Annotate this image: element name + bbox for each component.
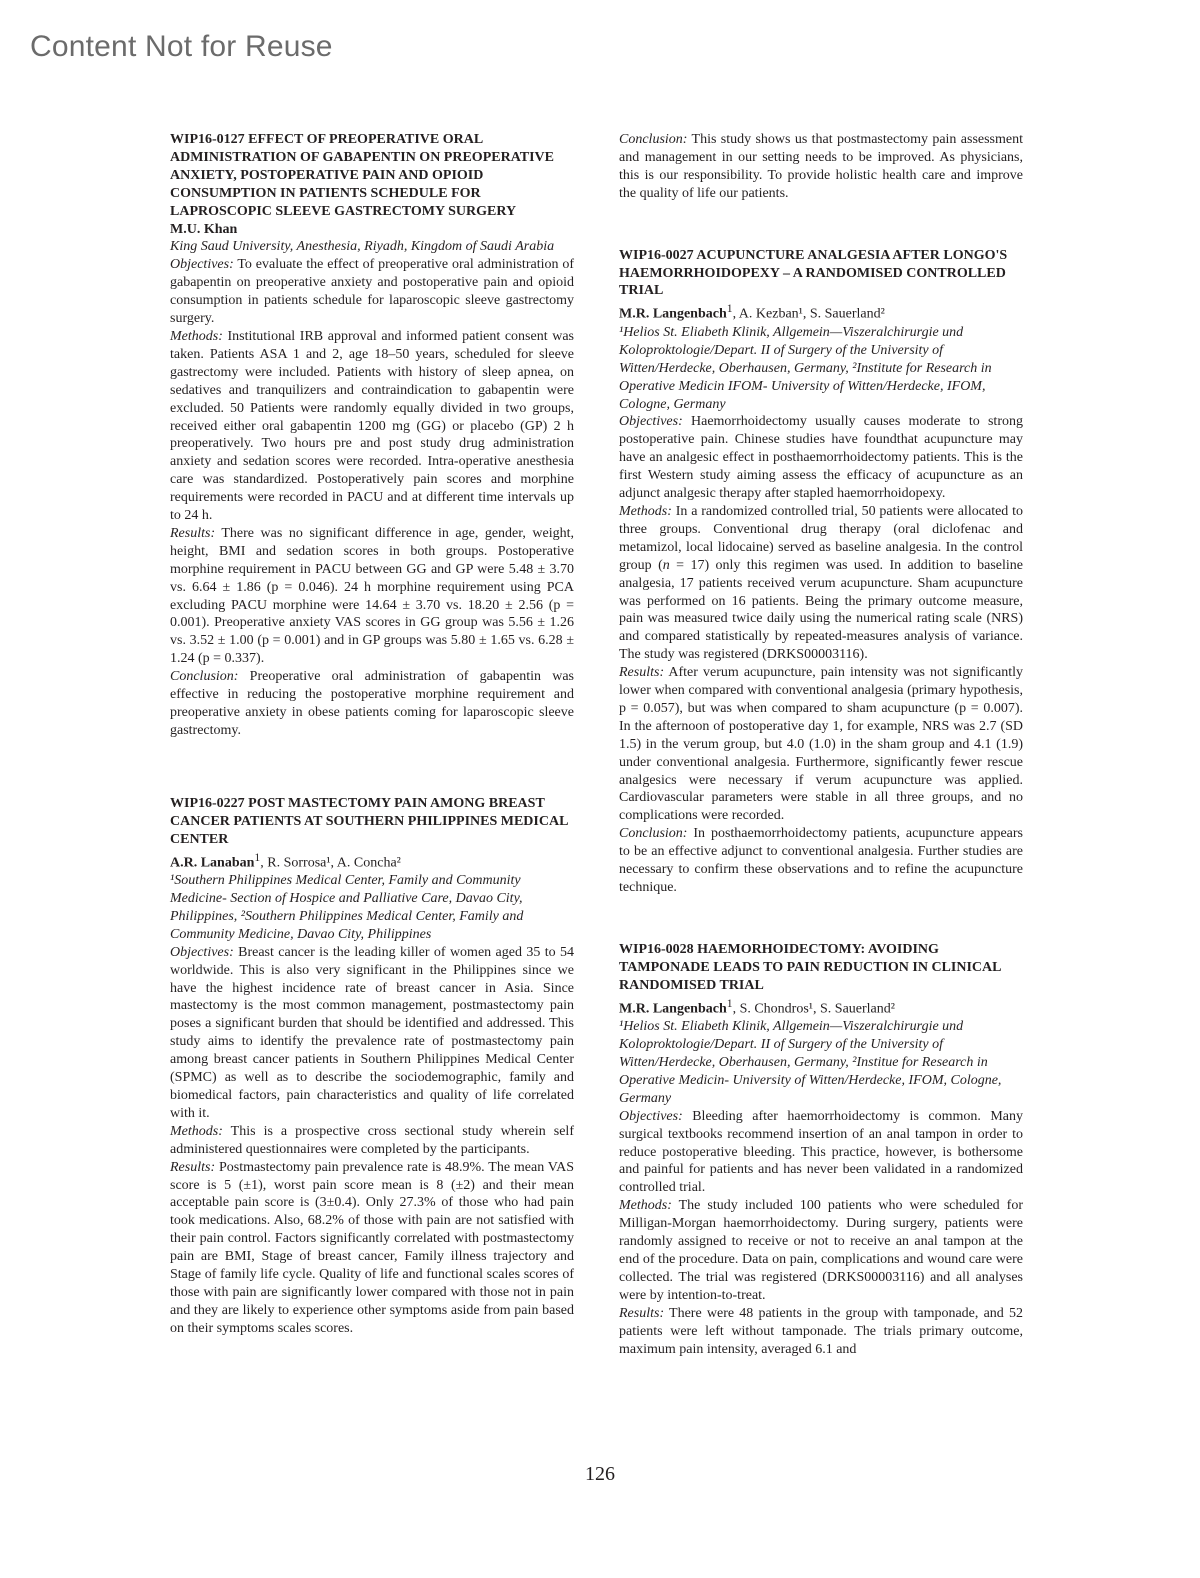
section-label: Objectives: [170,944,234,960]
abstract-wip16-0027 [619,247,1023,897]
section-label: Methods: [170,328,223,344]
section-text: After verum acupuncture, pain intensity was not significantly lower when compared with conventional analgesia (primary hypothesis, p = 0.057), but was when compared to sham acupuncture (p = 0.007). In the afternoon of postoperative day 1, for example, NRS was 2.7 (SD 1.5) in the verum group, but 4.0 (1.0) in the sham group and 4.1 (1.9) under conventional analgesia. Furthermore, significantly fewer rescue analgesics were necessary if verum acupuncture was applied. Cardiovascular parameters were stable in all three groups, and no complications were recorded. [619,665,1023,824]
abstract-title: WIP16-0227 POST MASTECTOMY PAIN AMONG BREAST CANCER PATIENTS AT SOUTHERN PHILIPPINES MEDICAL CENTER [170,795,568,847]
abstract-affiliation: ¹Southern Philippines Medical Center, Family and Community Medicine- Section of Hospice and Palliative Care, Davao City, Philippines, ²Southern Philippines Medical Center, Family and Community Medicine, Davao City, Philippines [170,873,524,942]
conclusion-paragraph [170,668,574,740]
author-lead-sup: 1 [726,996,733,1010]
objectives-paragraph [170,944,574,1123]
abstract-authors [170,221,574,239]
left-column [170,131,574,1338]
section-label: Conclusion: [170,669,239,685]
author-lead: M.U. Khan [170,221,238,237]
author-lead-sup: 1 [254,850,261,864]
objectives-paragraph [619,1108,1023,1198]
section-text: Bleeding after haemorrhoidectomy is common. Many surgical textbooks recommend insertion of an anal tampon in order to reduce postoperative bleeding. This practice, however, is bothersome and painful for patients and has never been validated in a randomized controlled trial. [619,1108,1023,1196]
section-text: This study shows us that postmastectomy pain assessment and management in our setting needs to be improved. As physicians, this is our responsibility. To provide holistic health care and improve the quality of life our patients. [619,132,1023,201]
section-text: There was no significant difference in age, gender, weight, height, BMI and sedation scores in both groups. Postoperative morphine requirement in PACU between GG and GP were 5.48 ± 3.70 vs. 6.64 ± 1.86 (p = 0.046). 24 h morphine requirement using PCA excluding PACU morphine were 14.64 ± 3.70 vs. 18.20 ± 2.56 (p = 0.001). Preoperative anxiety VAS scores in GG group was 5.56 ± 1.26 vs. 3.52 ± 1.00 (p = 0.001) and in GP groups was 5.80 ± 1.65 vs. 6.28 ± 1.24 (p = 0.337). [170,525,574,667]
section-label: Objectives: [619,1108,683,1124]
section-label: Results: [170,1159,216,1175]
section-label: Objectives: [619,414,683,430]
section-label: Results: [619,665,665,681]
section-label: Methods: [170,1123,223,1139]
section-text-after: = 17) only this regimen was used. In addition to baseline analgesia, 17 patients received verum acupuncture. Sham acupuncture was performed on 16 patients. Being the primary outcome measure, pain was measured twice daily using the numerical rating scale (NRS) and compared statistically by repeated-measures analysis of variance. The study was registered (DRKS00003116). [619,557,1023,663]
section-label: Objectives: [170,257,234,273]
section-label: Conclusion: [619,826,688,842]
section-text: In posthaemorrhoidectomy patients, acupuncture appears to be an effective adjunct to conventional analgesia. Further studies are necessary to confirm these observations and to refine the acupuncture technique. [619,826,1023,895]
section-text: The study included 100 patients who were scheduled for Milligan-Morgan haemorrhoidectomy. During surgery, patients were randomly assigned to receive or not to receive an anal tampon at the end of the procedure. Data on pain, complications and wound care were collected. The trial was registered (DRKS00003116) and all analyses were by intention-to-treat. [619,1198,1023,1303]
results-paragraph [619,1305,1023,1359]
methods-paragraph [170,1123,574,1159]
abstract-title: WIP16-0127 EFFECT OF PREOPERATIVE ORAL ADMINISTRATION OF GABAPENTIN ON PREOPERATIVE ANXIETY, POSTOPERATIVE PAIN AND OPIOID CONSUMPTION IN PATIENTS SCHEDULE FOR LAPROSCOPIC SLEEVE GASTRECTOMY SURGERY [170,132,554,219]
watermark: Content Not for Reuse [30,30,333,63]
methods-paragraph [619,1197,1023,1304]
abstract-spacer [619,897,1023,941]
page-number: 126 [585,1463,615,1485]
objectives-paragraph [619,413,1023,503]
results-paragraph [170,525,574,668]
abstract-wip16-0227 [170,795,574,1338]
abstract-authors [619,995,1023,1019]
authors-rest: , A. Kezban¹, S. Sauerland² [732,307,885,322]
abstract-authors [619,300,1023,324]
section-label: Results: [170,525,216,541]
section-text: Preoperative oral administration of gabapentin was effective in reducing the postoperative morphine requirement and preoperative anxiety in obese patients coming for laparoscopic sleeve gastrectomy. [170,669,574,738]
results-paragraph [170,1159,574,1338]
abstract-title: WIP16-0027 ACUPUNCTURE ANALGESIA AFTER LONGO'S HAEMORRHOIDOPEXY – A RANDOMISED CONTROLLED TRIAL [619,247,1008,299]
right-column [619,131,1023,1358]
abstract-wip16-0127 [170,131,574,740]
italic-n: n [662,557,670,573]
section-text: This is a prospective cross sectional study wherein self administered questionnaires were completed by the participants. [170,1123,574,1157]
section-text: Haemorrhoidectomy usually causes moderate to strong postoperative pain. Chinese studies have foundthat acupuncture may have an analgesic effect in posthaemorrhoidectomy patients. This is the first Western study aiming assess the efficacy of acupuncture as an adjunct analgesic therapy after stapled haemorrhoidopexy. [619,414,1023,502]
section-text: Postmastectomy pain prevalence rate is 48.9%. The mean VAS score is 5 (±1), worst pain score mean is 8 (±2) and their mean acceptable pain score is (3±0.4). Only 27.3% of those who had pain took medications. Also, 68.2% of those with pain are not satisfied with their pain control. Factors significantly correlated with postmastectomy pain are BMI, Stage of breast cancer, Family illness trajectory and Stage of family life cycle. Quality of life and functional scales scores of those with pain are significantly lower compared with those not in pain and they are likely to experience other symptoms aside from pain based on their symptoms scales scores. [170,1159,574,1336]
section-text: There were 48 patients in the group with tamponade, and 52 patients were left without tamponade. The trials primary outcome, maximum pain intensity, averaged 6.1 and [619,1305,1023,1357]
section-label: Conclusion: [619,132,688,147]
section-text: In a randomized controlled trial, 50 patients were allocated to three groups. Conventional drug therapy (oral diclofenac and metamizol, local lidocaine) served as baseline analgesia. In the control group ( [619,503,1023,573]
abstract-continuation [619,131,1023,203]
conclusion-paragraph [619,825,1023,897]
section-label: Results: [619,1305,665,1321]
section-text: Institutional IRB approval and informed patient consent was taken. Patients ASA 1 and 2, age 18–50 years, scheduled for sleeve gastrectomy were included. Patients with history of sleep apnea, on sedatives and tranquilizers and contraindication to gabapentin were excluded. 50 Patients were randomly equally divided in two groups, received either oral gabapentin 1200 mg (GG) or placebo (GP) 2 h preoperatively. Two hours pre and post study drug administration anxiety and sedation scores were recorded. Intra-operative anesthesia care was standardized. Postoperatively pain scores and morphine requirements were recorded in PACU and at different time intervals up to 24 h. [170,328,574,524]
section-text: Breast cancer is the leading killer of women aged 35 to 54 worldwide. This is also very significant in the Philippines since we have the highest incidence rate of breast cancer in Asia. Since mastectomy is the most common management, postmastectomy pain poses a significant burden that should be identified and addressed. This study aims to identify the prevalence rate of postmastectomy pain among breast cancer patients in Southern Philippines Medical Center (SPMC) as well as to describe the sociodemographic, family and biomedical factors, pain characteristics and quality of life correlated with it. [170,944,574,1121]
abstract-affiliation: ¹Helios St. Eliabeth Klinik, Allgemein—Viszeralchirurgie und Koloproktologie/Depart. II of Surgery of the University of Witten/Herdecke, Oberhausen, Germany, ²Institute for Research in Operative Medicin IFOM- University of Witten/Herdecke, IFOM, Cologne, Germany [619,324,992,412]
abstract-wip16-0028 [619,941,1023,1359]
abstract-spacer [619,203,1023,247]
author-lead: M.R. Langenbach [619,1001,727,1017]
conclusion-paragraph [619,131,1023,203]
author-lead: M.R. Langenbach [619,307,727,322]
abstract-spacer [170,740,574,795]
methods-paragraph [170,328,574,525]
methods-paragraph [619,503,1023,664]
section-label: Methods: [619,1198,672,1214]
section-label: Methods: [619,503,672,519]
author-lead: A.R. Lanaban [170,855,255,871]
abstract-authors [170,849,574,873]
section-text: To evaluate the effect of preoperative oral administration of gabapentin on preoperative anxiety and postoperative pain and opioid consumption in patients schedule for laparoscopic sleeve gastrectomy surgery. [170,257,574,327]
abstract-title: WIP16-0028 HAEMORHOIDECTOMY: AVOIDING TAMPONADE LEADS TO PAIN REDUCTION IN CLINICAL RANDOMISED TRIAL [619,941,1001,993]
authors-rest: , R. Sorrosa¹, A. Concha² [260,855,401,871]
abstract-affiliation: ¹Helios St. Eliabeth Klinik, Allgemein—Viszeralchirurgie und Koloproktologie/Depart. II of Surgery of the University of Witten/Herdecke, Oberhausen, Germany, ²Institue for Research in Operative Medicin- University of Witten/Herdecke, IFOM, Cologne, Germany [619,1019,1002,1106]
results-paragraph [619,664,1023,825]
abstract-affiliation: King Saud University, Anesthesia, Riyadh, Kingdom of Saudi Arabia [170,239,555,255]
authors-rest: , S. Chondros¹, S. Sauerland² [732,1001,895,1017]
author-lead-sup: 1 [726,302,733,316]
objectives-paragraph [170,256,574,328]
